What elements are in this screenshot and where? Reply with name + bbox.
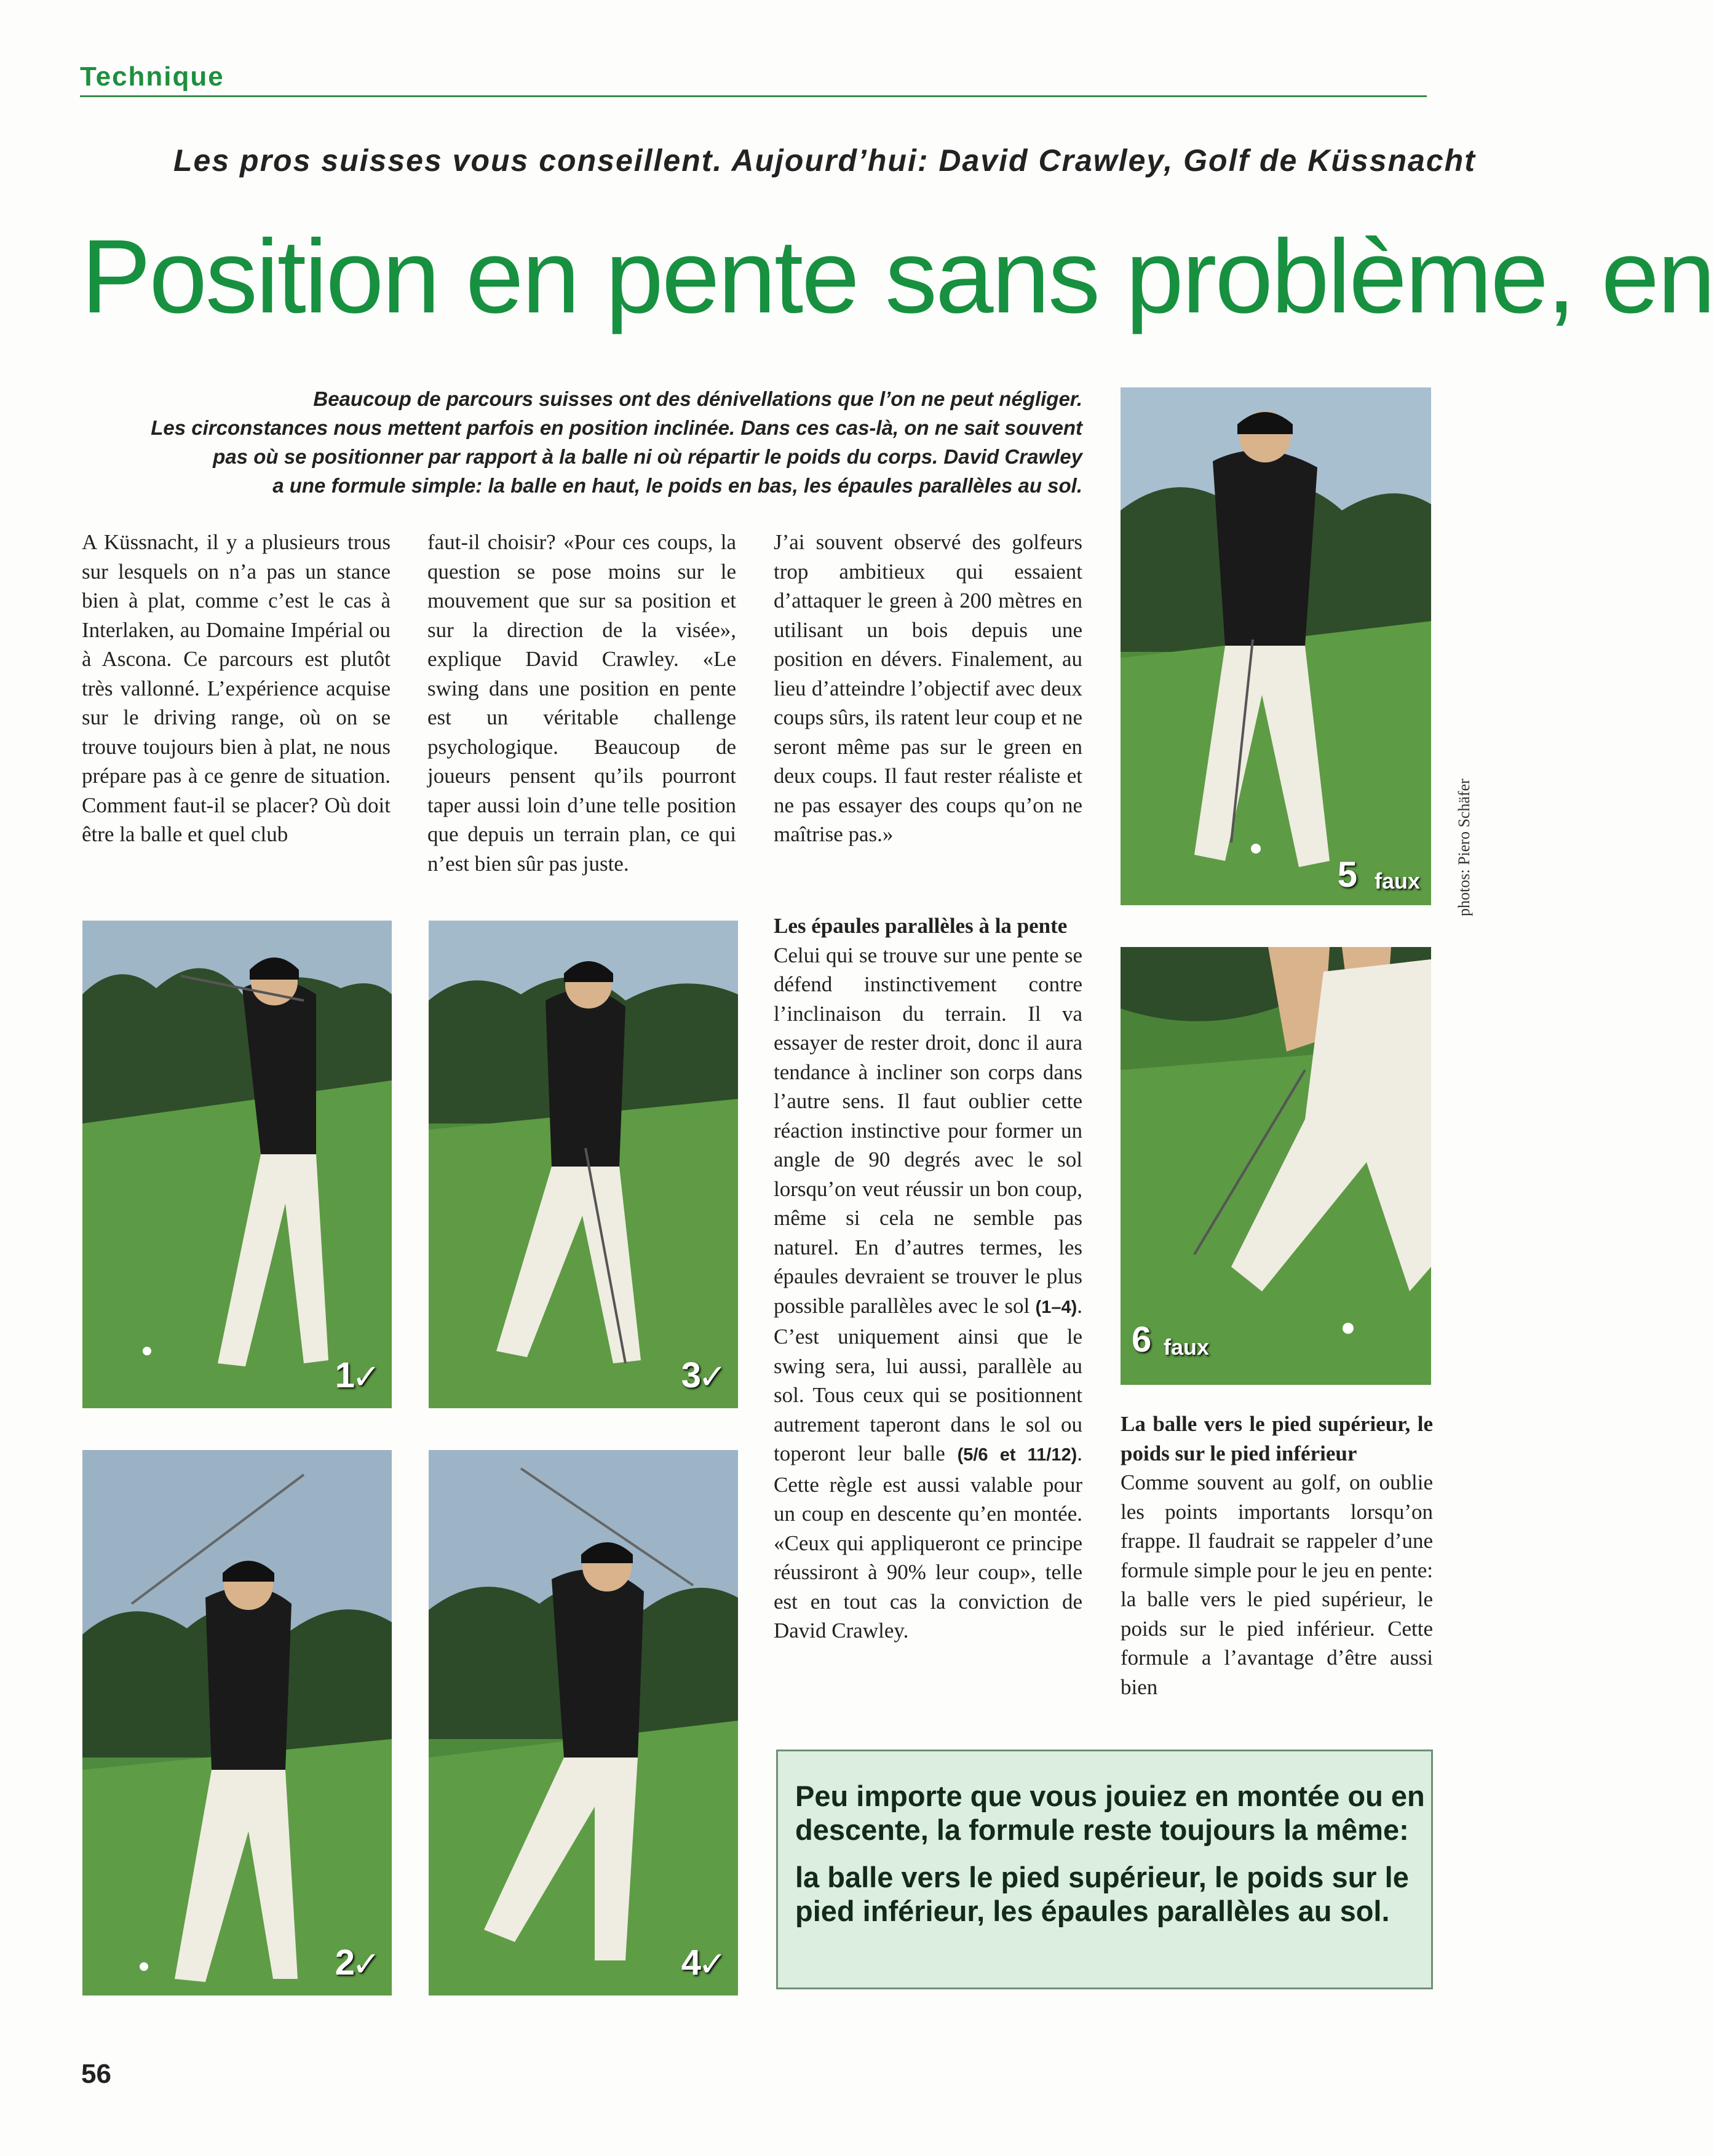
photo-2 (82, 1450, 392, 1995)
lead-paragraph (105, 384, 1082, 500)
photo-number: 1 (335, 1355, 355, 1395)
check-icon: ✓ (352, 1944, 381, 1983)
photo-5 (1121, 387, 1431, 905)
photo-reference: (5/6 et 11/12) (957, 1445, 1077, 1465)
section-label: Technique (80, 61, 224, 92)
lead-line: Les circonstances nous mettent parfois en position inclinée. Dans ces cas-là, on ne sait souvent (151, 416, 1082, 439)
subheading: La balle vers le pied supérieur, le poids sur le pied inférieur (1121, 1412, 1433, 1465)
paragraph-text: Celui qui se trouve sur une pente se défend instinctivement contre l’inclinaison du terrain. Il va essayer de rester droit, donc il aura tendance à incliner son corps dans l’autre sens. Il faut oublier cette réaction instinctive pour former un angle de 90 degrés avec le sol lorsqu’on veut réussir un bon coup, même si cela ne semble pas naturel. En d’autres termes, les épaules devraient se trouver le plus possible parallèles avec le sol (774, 943, 1082, 1318)
callout-line-2: la balle vers le pied supérieur, le poids sur le pied inférieur, les épaules parallèles au sol. (795, 1861, 1409, 1927)
subheading: Les épaules parallèles à la pente (774, 914, 1068, 938)
photo-credit-text: photos: Piero Schäfer (1455, 779, 1473, 916)
check-icon: ✓ (352, 1357, 381, 1396)
photo-4 (429, 1450, 738, 1995)
headline: Position en pente sans problème, en (81, 218, 1714, 335)
page-number: 56 (81, 2059, 111, 2089)
paragraph-text: . Cette règle est aussi valable pour un coup en descente qu’en montée. «Ceux qui appliqueront ce principe réussiront à 90% leur coup», telle est en tout cas la conviction de David Crawley. (774, 1441, 1083, 1643)
check-icon: ✓ (698, 1944, 727, 1983)
body-column-4 (1121, 1409, 1433, 1702)
photo-3 (429, 921, 738, 1408)
photo-credit (1434, 732, 1473, 916)
lead-line: a une formule simple: la balle en haut, le poids en bas, les épaules parallèles au sol. (272, 474, 1082, 497)
photo-number: 3 (681, 1355, 701, 1395)
photo-6 (1121, 947, 1431, 1385)
photo-number: 2 (335, 1943, 355, 1983)
photo-number: 5 (1337, 855, 1357, 895)
body-column-1: A Küssnacht, il y a plusieurs trous sur lesquels on n’a pas un stance bien à plat, comme c’est le cas à Interlaken, au Domaine Impérial ou à Ascona. Ce parcours est plutôt très vallonné. L’expérience acquise sur le driving range, où on se trouve toujours bien à plat, ne nous prépare pas à ce genre de situation. Comment faut-il se placer? Où doit être la balle et quel club (82, 530, 391, 846)
photo-number: 4 (681, 1943, 701, 1983)
faux-label: faux (1164, 1334, 1210, 1360)
header-rule (80, 95, 1427, 97)
kicker: Les pros suisses vous conseillent. Aujourd’hui: David Crawley, Golf de Küssnacht (173, 143, 1476, 178)
body-column-3: J’ai souvent observé des golfeurs trop ambitieux qui essaient d’attaquer le green à 200 mètres en utilisant un bois depuis une position en dévers. Finalement, au lieu d’atteindre l’objectif avec deux coups sûrs, ils ratent leur coup et ne seront même pas sur le green en deux coups. Il faut rester réaliste et ne pas essayer des coups qu’on ne maîtrise pas.» (774, 530, 1082, 846)
callout-line-1: Peu importe que vous jouiez en montée ou en descente, la formule reste toujours la même: (795, 1780, 1425, 1846)
paragraph-text: . C’est uniquement ainsi que le swing sera, lui aussi, parallèle au sol. Tous ceux qui se positionnent autrement taperont dans le sol ou toperont leur balle (774, 1293, 1082, 1465)
photo-number: 6 (1132, 1320, 1152, 1360)
body-column-2: faut-il choisir? «Pour ces coups, la question se pose moins sur le mouvement que sur sa position et sur la direction de la visée», explique David Crawley. «Le swing dans une position en pente est un véritable challenge psychologique. Beaucoup de joueurs pensent qu’ils pourront taper aussi loin d’une telle position que depuis un terrain plan, ce qui n’est bien sûr pas juste. (427, 530, 736, 876)
paragraph-text: Comme souvent au golf, on oublie les points importants lorsqu’on frappe. Il faudrait se rappeler d’une formule simple pour le jeu en pente: la balle vers le pied supérieur, le poids sur le pied inférieur. Cette formule a l’avantage d’être aussi bien (1121, 1470, 1433, 1699)
lead-line: Beaucoup de parcours suisses ont des dénivellations que l’on ne peut négliger. (313, 387, 1082, 410)
photo-reference: (1–4) (1035, 1297, 1077, 1317)
callout-box (776, 1750, 1433, 1989)
check-icon: ✓ (698, 1357, 727, 1396)
body-column-3-section (774, 911, 1082, 1646)
lead-line: pas où se positionner par rapport à la balle ni où répartir le poids du corps. David Crawley (213, 445, 1082, 468)
faux-label: faux (1374, 868, 1420, 894)
photo-1 (82, 921, 392, 1408)
